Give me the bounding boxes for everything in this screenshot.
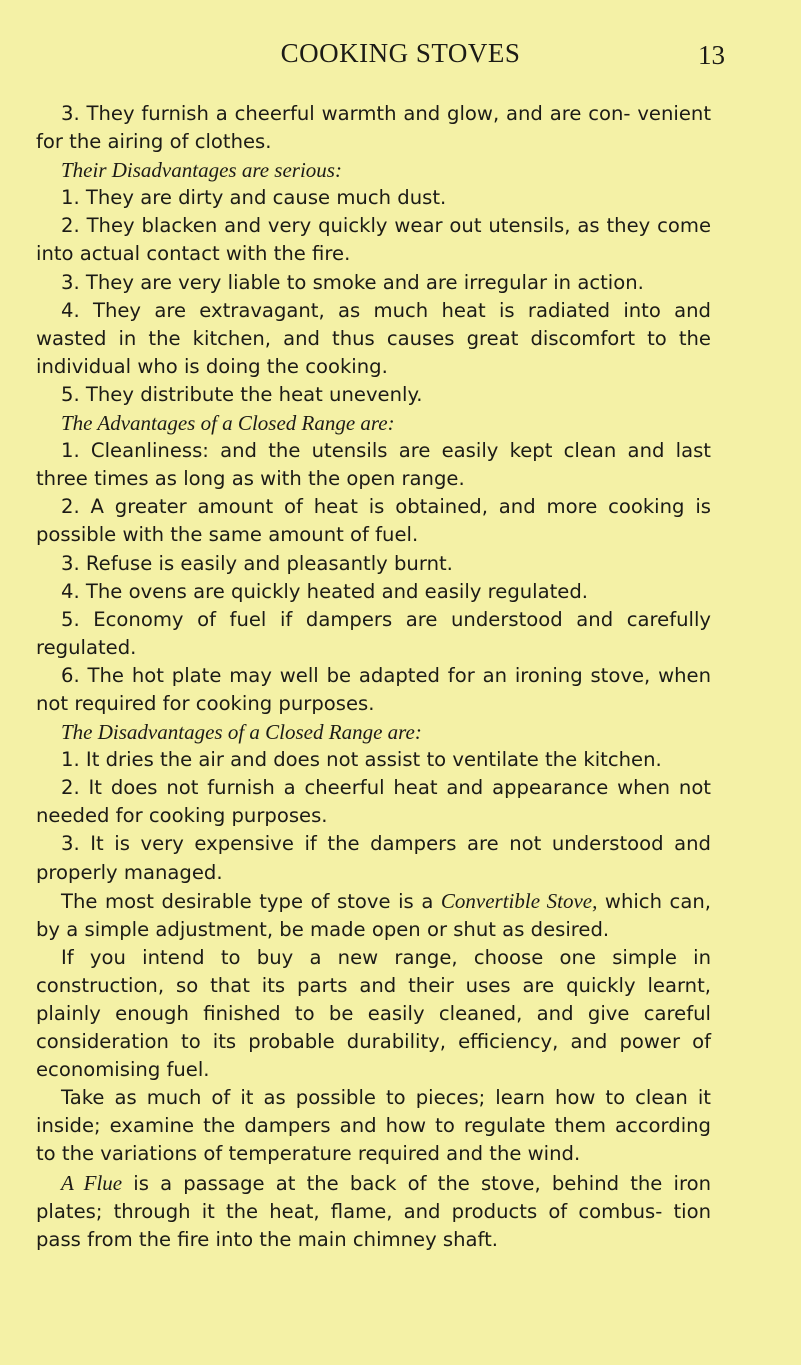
paragraph: Take as much of it as possible to pieces; learn how to clean it inside; examine the dampers and how to regulate them according to the variations of temperature required and the wind. [36,1086,711,1166]
list-item: 5. They distribute the heat unevenly. [61,382,423,406]
list-item: 1. They are dirty and cause much dust. [61,186,447,210]
page-number: 13 [698,40,725,70]
list-item: 6. The hot plate may well be adapted for an ironing stove, when not required for cooking purposes. [36,663,711,715]
list-item: 2. It does not furnish a cheerful heat and appearance when not needed for cooking purposes. [36,776,711,828]
list-item: 1. It dries the air and does not assist to ventilate the kitchen. [61,748,662,772]
list-item: 3. Refuse is easily and pleasantly burnt. [61,551,453,575]
list-item: 2. A greater amount of heat is obtained, and more cooking is possible with the same amount of fuel. [36,495,711,547]
running-title: COOKING STOVES [280,38,521,68]
text-run: is a passage at the back of the stove, behind the iron plates; through it the heat, flame, and products of combus- tion pass from the fire into the main chimney shaft. [36,1171,711,1251]
list-item: 3. They are very liable to smoke and are irregular in action. [61,270,644,294]
paragraph [36,887,711,944]
body-text [36,100,711,1254]
text-run: which can, by a simple adjustment, be made open or shut as desired. [36,889,711,941]
list-item: 3. It is very expensive if the dampers are not understood and properly managed. [36,832,711,884]
list-item: 5. Economy of fuel if dampers are understood and carefully regulated. [36,607,711,659]
section-heading: Their Disadvantages are serious: [61,158,342,183]
paragraph [36,1169,711,1254]
section-heading: The Disadvantages of a Closed Range are: [61,720,422,745]
emphasis: A Flue [61,1170,123,1195]
list-item: 4. The ovens are quickly heated and easily regulated. [61,579,589,603]
list-item: 2. They blacken and very quickly wear out utensils, as they come into actual contact with the fire. [36,214,711,266]
list-item: 1. Cleanliness: and the utensils are easily kept clean and last three times as long as with the open range. [36,439,711,491]
paragraph: 3. They furnish a cheerful warmth and glow, and are con- venient for the airing of clothes. [36,102,711,154]
section-heading: The Advantages of a Closed Range are: [61,411,395,436]
text-run: The most desirable type of stove is a [61,889,441,913]
list-item: 4. They are extravagant, as much heat is radiated into and wasted in the kitchen, and thus causes great discomfort to the individual who is doing the cooking. [36,298,711,378]
emphasis: Convertible Stove, [440,888,598,913]
paragraph: If you intend to buy a new range, choose one simple in construction, so that its parts and their uses are quickly learnt, plainly enough finished to be easily cleaned, and give careful consideration to its probable durability, efficiency, and power of economising fuel. [36,945,711,1082]
